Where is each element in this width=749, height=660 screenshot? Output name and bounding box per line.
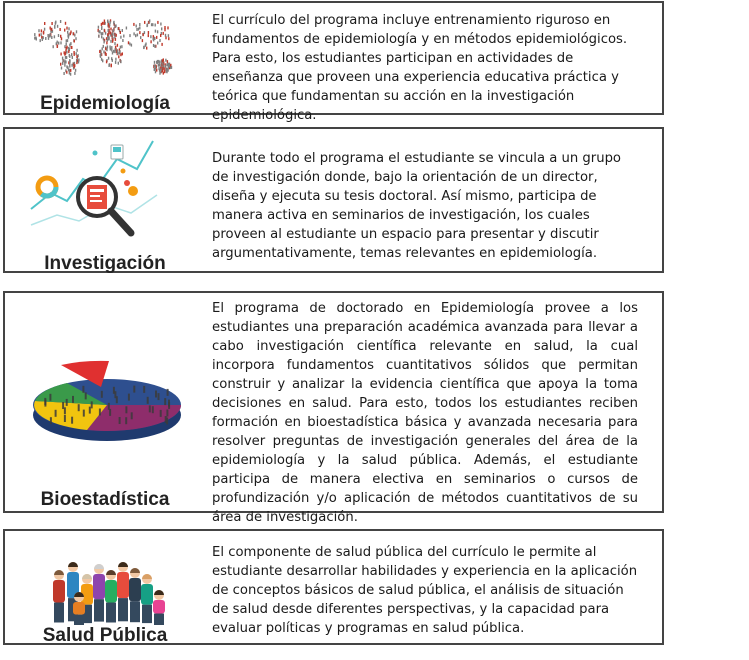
section-card-epidemiologia (3, 1, 664, 123)
section-card-salud-publica (3, 529, 664, 645)
section-card-investigacion (3, 127, 664, 273)
pie-chart-people-icon (27, 357, 187, 449)
section-title: Bioestadística (40, 489, 170, 510)
section-title: Investigación (44, 253, 166, 274)
section-card-bioestadistica (3, 291, 664, 525)
family-group-icon (47, 545, 167, 625)
world-map-people-icon (27, 7, 187, 91)
research-analytics-icon (27, 135, 167, 243)
section-description: El componente de salud pública del currículo le permite al estudiante desarrollar habilidades y experiencia en la aplicación de conceptos básicos de salud pública, el análisis de situación de salud desde diferentes perspectivas, y la capacidad para evaluar políticas y programas en salud pública. (212, 545, 638, 636)
section-description: El currículo del programa incluye entrenamiento riguroso en fundamentos de epidemiología y en métodos epidemiológicos. Para esto, los estudiantes participan en actividades de enseñanza que proveen una experiencia educativa práctica y teórica que fundamentan su acción en la investigación epidemiológica. (212, 13, 628, 123)
section-title: Epidemiología (40, 93, 170, 114)
section-description: El programa de doctorado en Epidemiología provee a los estudiantes una preparación académica avanzada para llevar a cabo investigación científica relevante en salud, la cual incorpora fundamentos cuantitativos sólidos que permitan construir y analizar la evidencia científica que apoya la toma decisiones en salud. Para esto, todos los estudiantes reciben formación en bioestadística básica y avanzada necesaria para resolver preguntas de investigación generales del área de la epidemiología y la salud pública. Además, el estudiante participa de manera electiva en seminarios o cursos de profundización y/o aplicación de métodos cuantitativos de su área de investigación. (212, 301, 638, 525)
section-title: Salud Pública (42, 625, 168, 646)
section-description: Durante todo el programa el estudiante se vincula a un grupo de investigación donde, bajo la orientación de un director, diseña y ejecuta su tesis doctoral. Así mismo, participa de manera activa en seminarios de investigación, los cuales proveen al estudiante un espacio para presentar y discutir argumentativamente, temas relevantes en epidemiología. (212, 151, 622, 261)
